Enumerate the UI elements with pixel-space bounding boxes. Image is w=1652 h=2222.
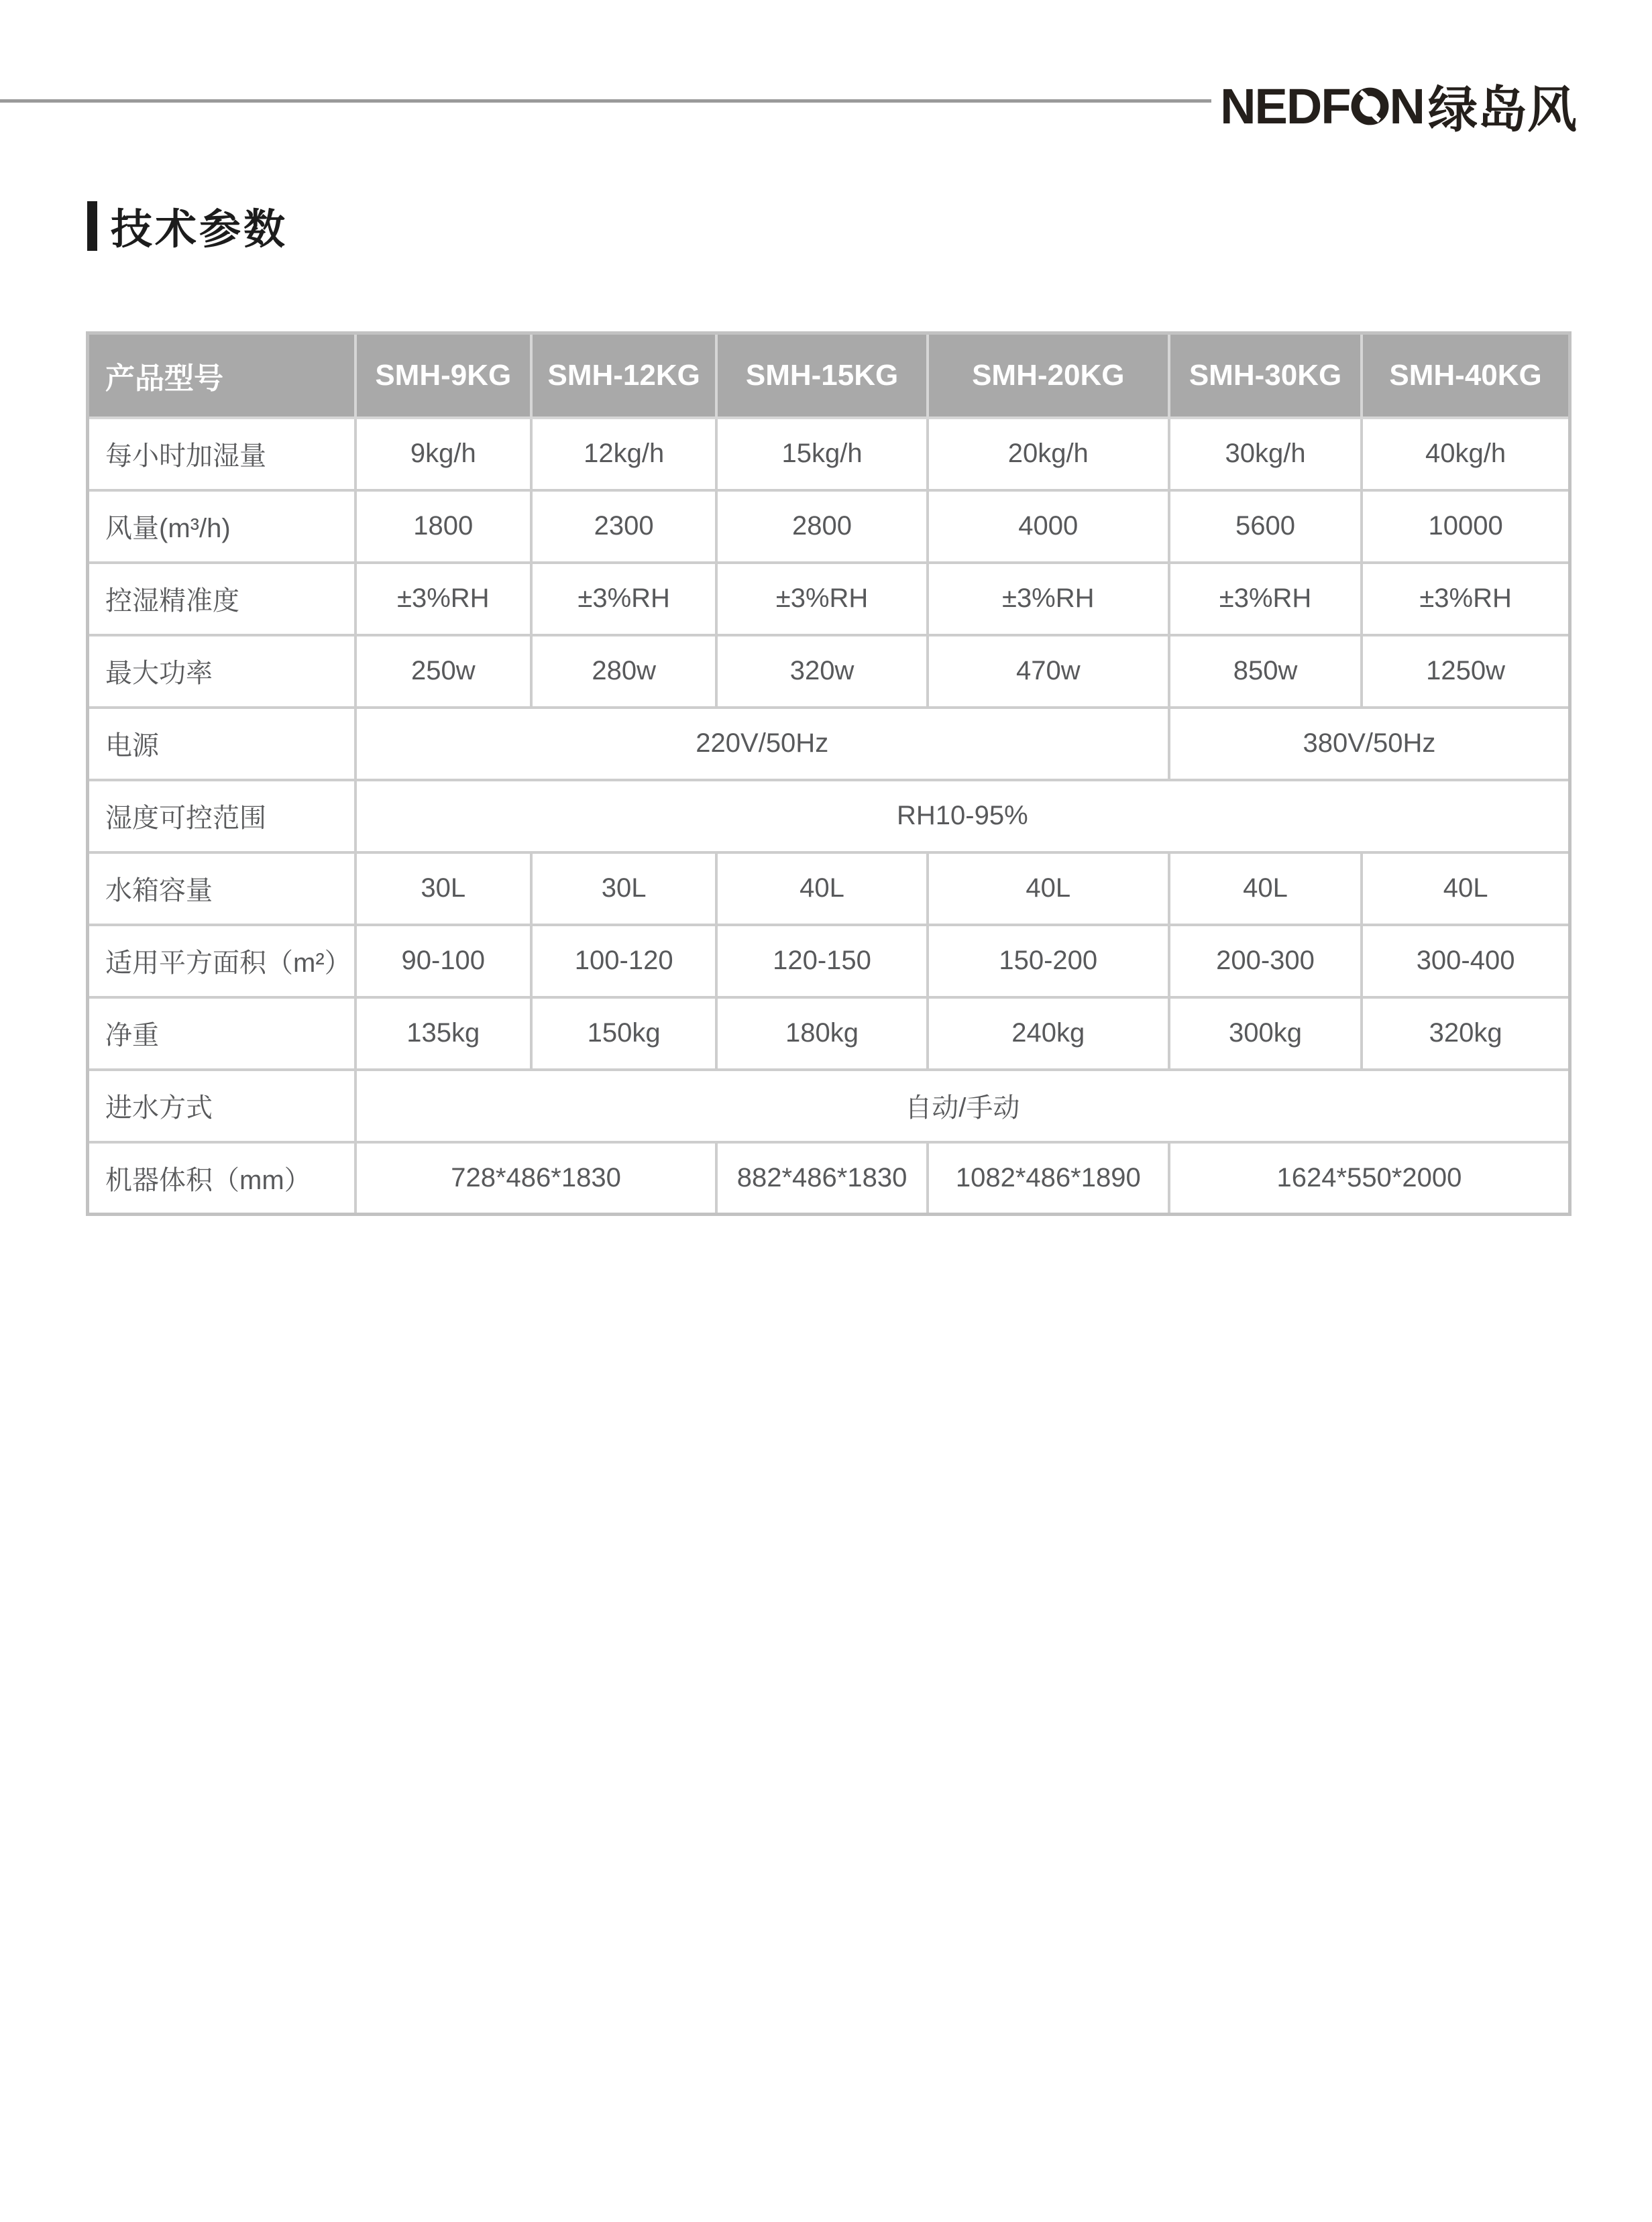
spec-header-model-SMH-9KG: SMH-9KG	[355, 333, 531, 418]
spec-row-label: 风量(m³/h)	[88, 490, 355, 563]
spec-table	[86, 331, 1572, 1216]
fan-swirl-icon	[1351, 87, 1389, 125]
spec-value-cell: 4000	[928, 490, 1169, 563]
spec-row-label: 湿度可控范围	[88, 780, 355, 852]
spec-row	[88, 418, 1570, 490]
spec-value-cell: ±3%RH	[531, 563, 716, 635]
spec-row	[88, 708, 1570, 780]
spec-value-cell: 320kg	[1362, 997, 1570, 1070]
spec-value-cell: 1250w	[1362, 635, 1570, 708]
spec-header-model-SMH-20KG: SMH-20KG	[928, 333, 1169, 418]
spec-row-label: 适用平方面积（m²）	[88, 925, 355, 997]
spec-value-cell: 1800	[355, 490, 531, 563]
spec-row	[88, 925, 1570, 997]
spec-value-cell: 470w	[928, 635, 1169, 708]
spec-value-cell: 280w	[531, 635, 716, 708]
spec-value-cell: 100-120	[531, 925, 716, 997]
title-accent-bar	[87, 201, 97, 251]
spec-value-cell: 9kg/h	[355, 418, 531, 490]
spec-value-cell: 90-100	[355, 925, 531, 997]
spec-value-cell: 5600	[1169, 490, 1362, 563]
spec-value-cell: 40L	[1362, 852, 1570, 925]
spec-table-header-row	[88, 333, 1570, 418]
spec-value-cell: 1082*486*1890	[928, 1142, 1169, 1215]
spec-value-cell: 40L	[928, 852, 1169, 925]
spec-value-cell: 882*486*1830	[716, 1142, 927, 1215]
spec-header-model-SMH-40KG: SMH-40KG	[1362, 333, 1570, 418]
header-divider-line	[0, 99, 1211, 103]
page-title: 技术参数	[111, 207, 288, 253]
spec-row-label: 电源	[88, 708, 355, 780]
section-title	[87, 196, 288, 256]
spec-header-model-SMH-15KG: SMH-15KG	[716, 333, 927, 418]
spec-value-cell: 自动/手动	[355, 1070, 1570, 1142]
spec-header-param-label: 产品型号	[88, 333, 355, 418]
spec-value-cell: 150-200	[928, 925, 1169, 997]
spec-row	[88, 1142, 1570, 1215]
spec-value-cell: 40L	[1169, 852, 1362, 925]
spec-value-cell: 240kg	[928, 997, 1169, 1070]
spec-value-cell: 12kg/h	[531, 418, 716, 490]
spec-value-cell: 380V/50Hz	[1169, 708, 1570, 780]
spec-value-cell: 30L	[355, 852, 531, 925]
spec-value-cell: 40L	[716, 852, 927, 925]
spec-row-label: 进水方式	[88, 1070, 355, 1142]
spec-value-cell: 728*486*1830	[355, 1142, 717, 1215]
spec-row	[88, 635, 1570, 708]
brand-name-latin-left: NEDF	[1220, 78, 1350, 134]
spec-value-cell: 30L	[531, 852, 716, 925]
spec-value-cell: 300kg	[1169, 997, 1362, 1070]
spec-value-cell: ±3%RH	[928, 563, 1169, 635]
spec-value-cell: ±3%RH	[716, 563, 927, 635]
spec-row	[88, 490, 1570, 563]
spec-table-body	[88, 418, 1570, 1215]
spec-value-cell: RH10-95%	[355, 780, 1570, 852]
spec-value-cell: 320w	[716, 635, 927, 708]
spec-row	[88, 1070, 1570, 1142]
spec-value-cell: 200-300	[1169, 925, 1362, 997]
spec-row-label: 水箱容量	[88, 852, 355, 925]
spec-value-cell: 220V/50Hz	[355, 708, 1169, 780]
spec-value-cell: 1624*550*2000	[1169, 1142, 1570, 1215]
spec-value-cell: 120-150	[716, 925, 927, 997]
spec-value-cell: ±3%RH	[1362, 563, 1570, 635]
spec-value-cell: 250w	[355, 635, 531, 708]
spec-row-label: 最大功率	[88, 635, 355, 708]
brand-name-cjk: 绿岛风	[1428, 82, 1577, 137]
spec-value-cell: 135kg	[355, 997, 531, 1070]
brand-name-latin-right: N	[1389, 78, 1424, 134]
spec-header-model-SMH-12KG: SMH-12KG	[531, 333, 716, 418]
spec-value-cell: 20kg/h	[928, 418, 1169, 490]
spec-row	[88, 852, 1570, 925]
brand-logo	[1220, 75, 1577, 137]
spec-row	[88, 997, 1570, 1070]
spec-value-cell: ±3%RH	[1169, 563, 1362, 635]
spec-row-label: 机器体积（mm）	[88, 1142, 355, 1215]
spec-row-label: 控湿精准度	[88, 563, 355, 635]
spec-value-cell: 10000	[1362, 490, 1570, 563]
spec-table-container	[86, 331, 1572, 1216]
spec-value-cell: 300-400	[1362, 925, 1570, 997]
spec-value-cell: 2800	[716, 490, 927, 563]
spec-value-cell: 2300	[531, 490, 716, 563]
spec-row-label: 每小时加湿量	[88, 418, 355, 490]
spec-value-cell: 30kg/h	[1169, 418, 1362, 490]
spec-header-model-SMH-30KG: SMH-30KG	[1169, 333, 1362, 418]
spec-value-cell: 15kg/h	[716, 418, 927, 490]
spec-value-cell: ±3%RH	[355, 563, 531, 635]
spec-row	[88, 563, 1570, 635]
spec-value-cell: 850w	[1169, 635, 1362, 708]
spec-value-cell: 180kg	[716, 997, 927, 1070]
spec-value-cell: 150kg	[531, 997, 716, 1070]
spec-row	[88, 780, 1570, 852]
spec-row-label: 净重	[88, 997, 355, 1070]
spec-value-cell: 40kg/h	[1362, 418, 1570, 490]
